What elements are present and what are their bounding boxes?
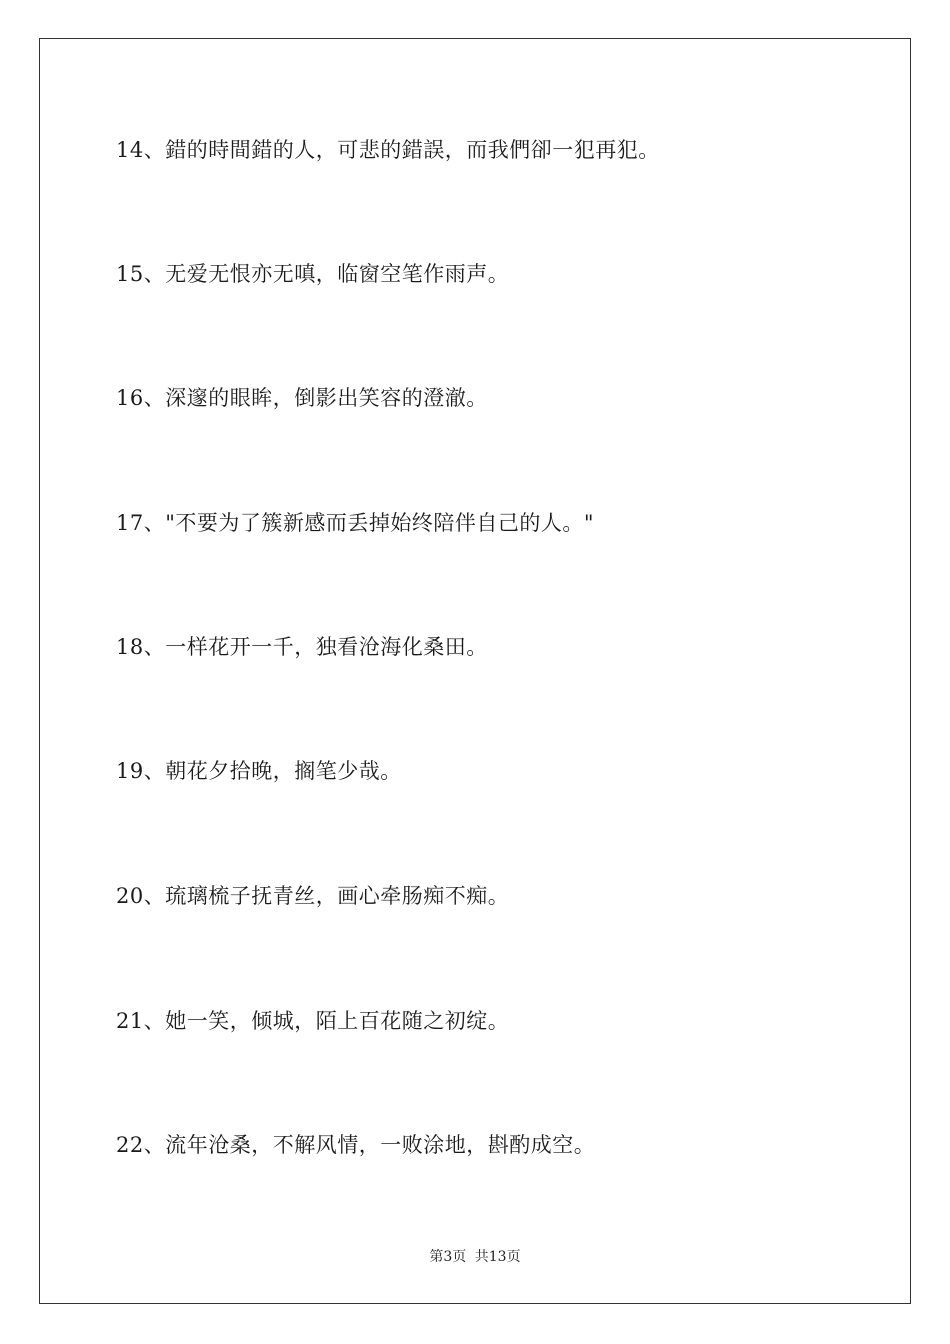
text-line-18: 18、一样花开一千，独看沧海化桑田。 <box>116 635 488 659</box>
page-border <box>39 38 911 1304</box>
text-line-21: 21、她一笑，倾城，陌上百花随之初绽。 <box>116 1009 510 1033</box>
text-line-19: 19、朝花夕拾晚，搁笔少哉。 <box>116 759 402 783</box>
text-line-15: 15、无爱无恨亦无嗔，临窗空笔作雨声。 <box>116 262 510 286</box>
page-total: 共13页 <box>474 1249 521 1265</box>
text-line-22: 22、流年沧桑，不解风情，一败涂地，斟酌成空。 <box>116 1133 596 1157</box>
text-line-14: 14、錯的時間錯的人，可悲的錯誤，而我們卻一犯再犯。 <box>116 138 660 162</box>
text-line-16: 16、深邃的眼眸，倒影出笑容的澄澈。 <box>116 386 488 410</box>
page-footer <box>0 1247 950 1267</box>
text-line-17: 17、"不要为了簇新感而丢掉始终陪伴自己的人。" <box>116 511 595 535</box>
text-line-20: 20、琉璃梳子抚青丝，画心牵肠痴不痴。 <box>116 884 510 908</box>
page-number: 第3页 <box>429 1249 467 1265</box>
